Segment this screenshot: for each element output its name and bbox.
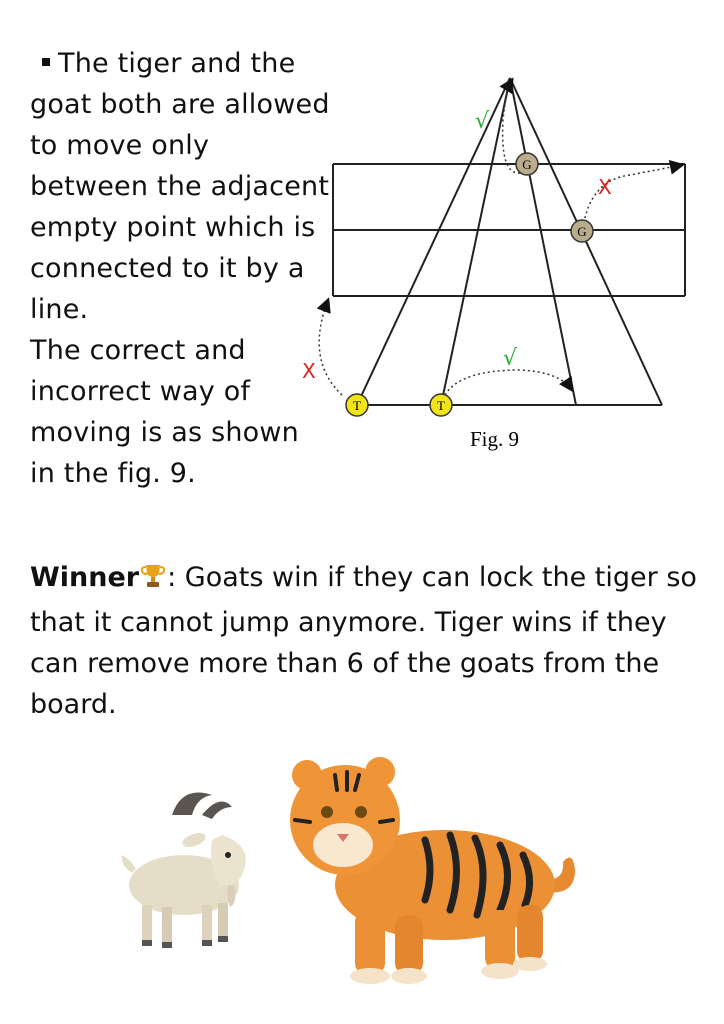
figure-caption: Fig. 9: [470, 427, 520, 451]
wrong-mark-icon: X: [598, 175, 612, 199]
winner-label: Winner: [30, 562, 140, 593]
goat-token: [571, 220, 593, 242]
winner-paragraph: [30, 557, 700, 725]
svg-text:G: G: [522, 157, 532, 172]
svg-text:G: G: [577, 224, 587, 239]
tiger-token: [430, 394, 452, 416]
board-figure: [300, 60, 700, 460]
svg-text:T: T: [353, 398, 361, 413]
rules-paragraph: [30, 43, 330, 494]
svg-text:T: T: [437, 398, 445, 413]
rules-text-figure: The correct and incorrect way of moving is as shown in the fig. 9.: [30, 335, 299, 489]
trophy-icon: [139, 561, 167, 602]
wrong-mark-icon: X: [302, 359, 316, 383]
correct-mark-icon: √: [503, 346, 518, 371]
correct-mark-icon: √: [475, 109, 490, 134]
rules-text-move: The tiger and the goat both are allowed to move only between the adjacent empty point which is connected to it by a line.: [30, 48, 330, 325]
tiger-token: [346, 394, 368, 416]
tiger-illustration: [285, 750, 585, 990]
bullet-icon: [42, 58, 50, 66]
winner-text: : Goats win if they can lock the tiger so that it cannot jump anymore. Tiger wins if they can remove more than 6 of the goats from the board.: [30, 562, 697, 720]
goat-illustration: [112, 785, 262, 955]
goat-token: [516, 153, 538, 175]
